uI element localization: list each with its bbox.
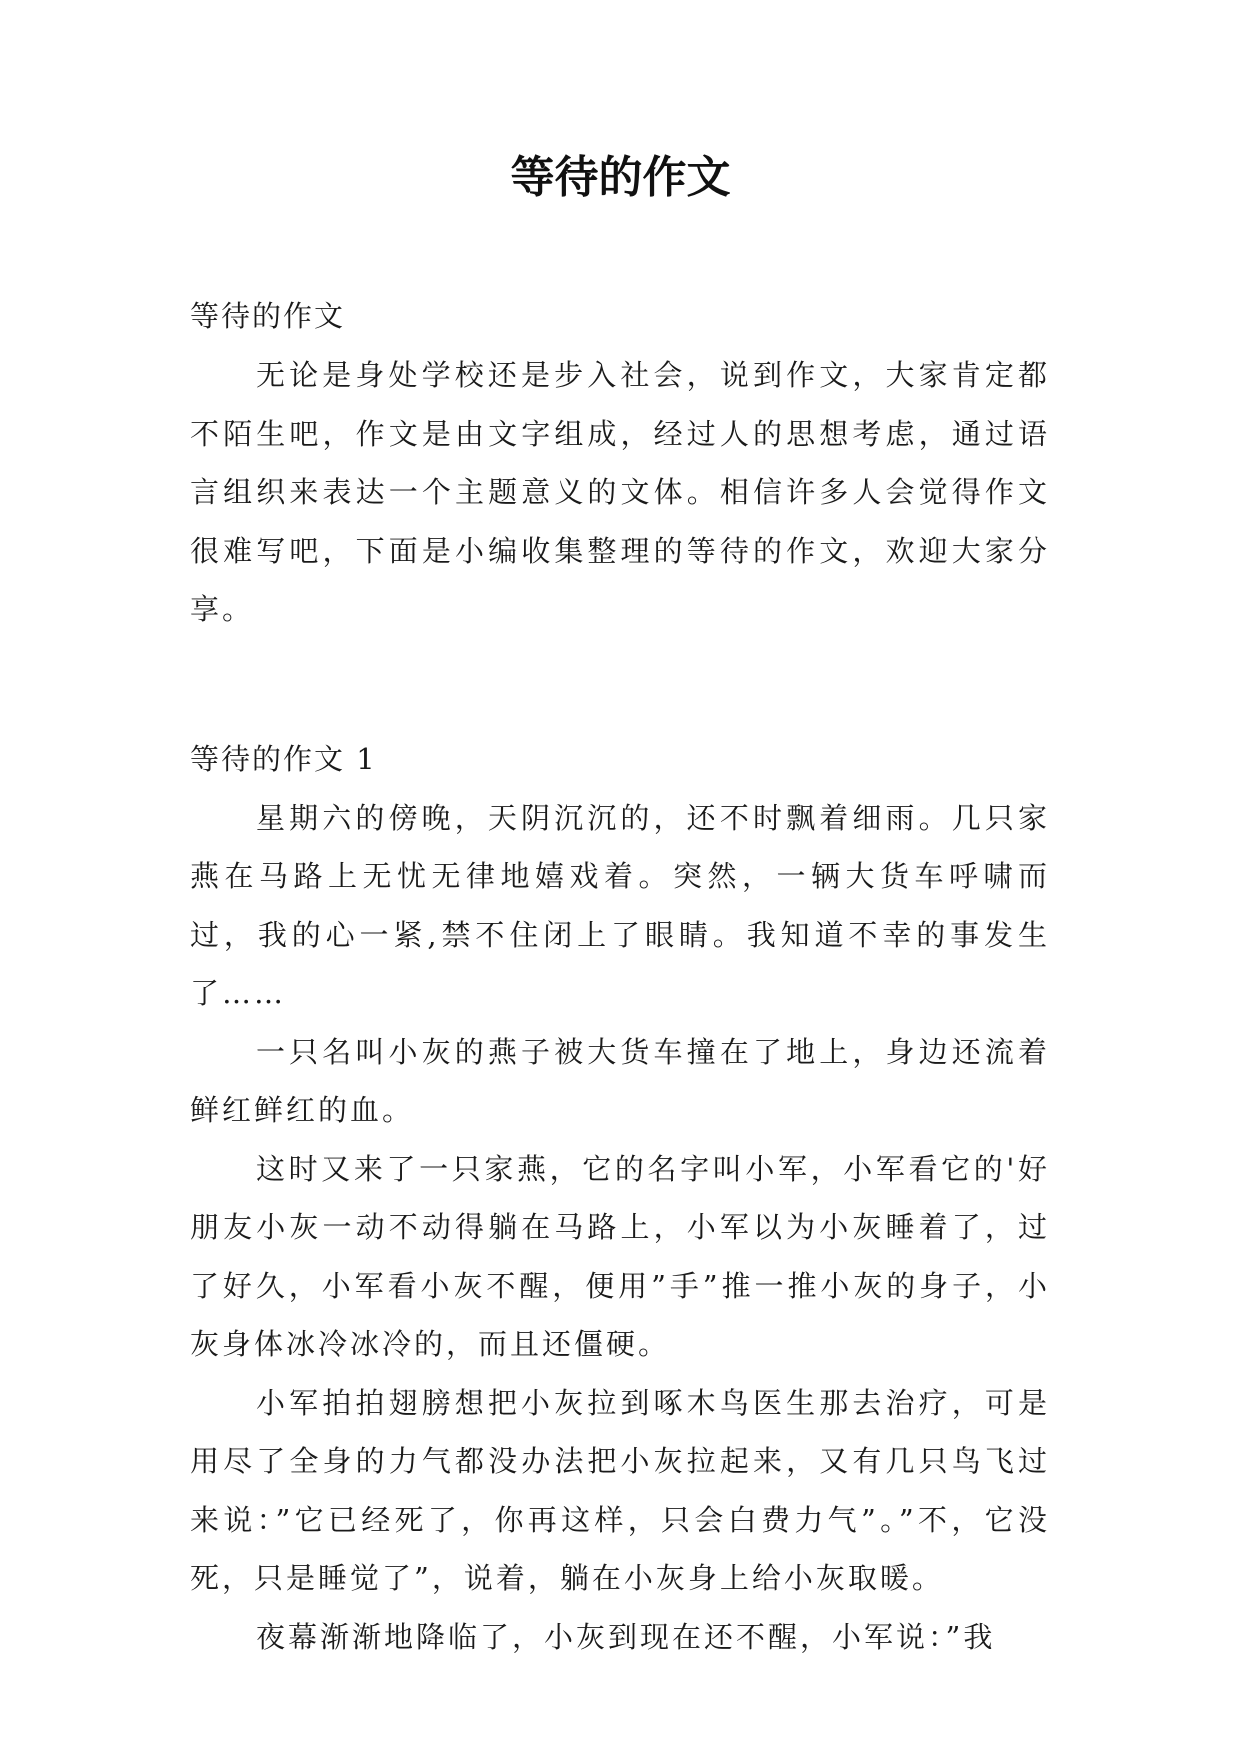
- intro-paragraph: 无论是身处学校还是步入社会，说到作文，大家肯定都不陌生吧，作文是由文字组成，经过人的思想考虑，通过语言组织来表达一个主题意义的文体。相信许多人会觉得作文很难写吧，下面是小编收集整理的等待的作文，欢迎大家分享。: [190, 358, 1050, 626]
- essay-1-paragraph: 星期六的傍晚，天阴沉沉的，还不时飘着细雨。几只家燕在马路上无忧无律地嬉戏着。突然，一辆大货车呼啸而过，我的心一紧,禁不住闭上了眼睛。我知道不幸的事发生了……: [190, 800, 1050, 1010]
- essay-1-paragraph: 一只名叫小灰的燕子被大货车撞在了地上，身边还流着鲜红鲜红的血。: [190, 1034, 1050, 1127]
- essay-1-paragraph: 小军拍拍翅膀想把小灰拉到啄木鸟医生那去治疗，可是用尽了全身的力气都没办法把小灰拉起来，又有几只鸟飞过来说：”它已经死了，你再这样，只会白费力气”。”不，它没死，只是睡觉了”，说着，躺在小灰身上给小灰取暖。: [190, 1385, 1050, 1595]
- document-title: 等待的作文: [510, 152, 731, 203]
- document-body: [190, 286, 1050, 1666]
- essay-1-paragraph: 夜幕渐渐地降临了，小灰到现在还不醒，小军说：”我: [256, 1619, 996, 1654]
- essay-1-heading: 等待的作文 1: [190, 741, 377, 776]
- section-spacer: [190, 639, 1050, 729]
- intro-heading: 等待的作文: [190, 299, 346, 333]
- essay-1-paragraph: 这时又来了一只家燕，它的名字叫小军，小军看它的'好朋友小灰一动不动得躺在马路上，小军以为小灰睡着了，过了好久，小军看小灰不醒，便用”手”推一推小灰的身子，小灰身体冰冷冰冷的，而且还僵硬。: [190, 1151, 1050, 1361]
